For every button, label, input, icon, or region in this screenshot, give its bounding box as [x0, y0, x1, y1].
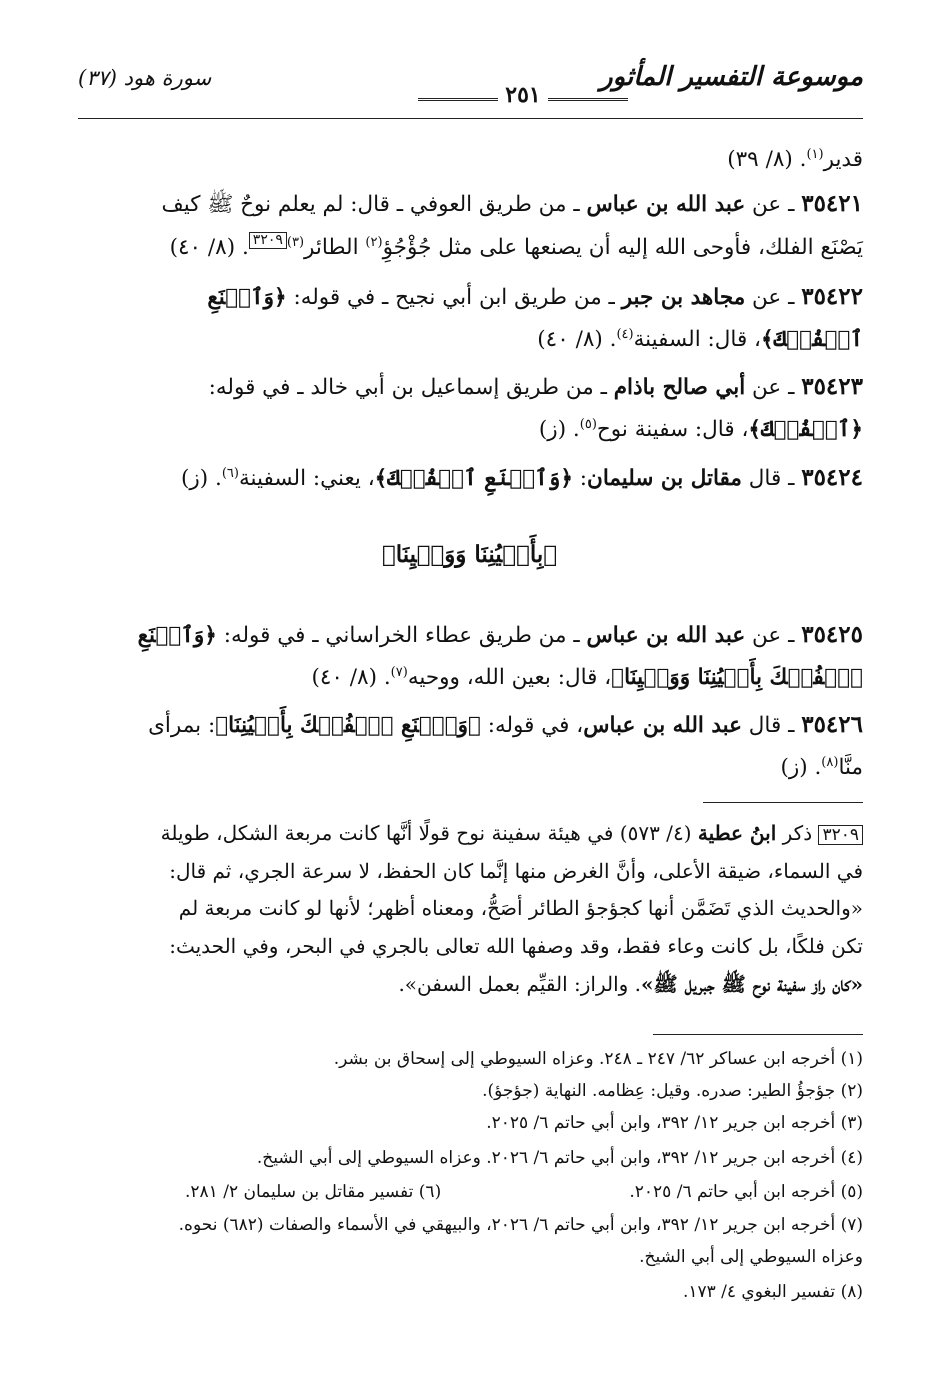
text-span: ذكر	[776, 821, 819, 845]
text-span: ـ عن	[745, 192, 802, 217]
text-span: (٤/ ٥٧٣) في هيئة سفينة نوح قولًا أنَّها كانت مربعة الشكل، طويلة	[160, 821, 698, 845]
page-number-ornament	[418, 82, 628, 112]
text-span: ـ من طريق ابن أبي نجيح ـ في قوله:	[286, 285, 622, 310]
note-line	[77, 818, 863, 848]
text-span: . (ز)	[538, 417, 580, 443]
quran-quote: ﴿وَٱصۡنَعِ ٱلۡفُلۡكَ بِأَعۡيُنِنَا﴾	[215, 713, 481, 738]
text-span: . والراز: القيِّم بعمل السفن».	[398, 972, 642, 996]
footnote-6: (٦) تفسير مقاتل بن سليمان ٢/ ٢٨١.	[185, 1182, 442, 1202]
book-title: موسوعة التفسير المأثور	[600, 62, 863, 92]
surah-name: سورة هود (٣٧)	[78, 66, 212, 90]
text-span: قدير	[823, 147, 863, 173]
text-span: ، قال: السفينة	[633, 327, 761, 353]
text-span: ـ قال	[741, 713, 802, 738]
body-line	[77, 459, 863, 494]
section-heading: ﴿بِأَعۡيُنِنَا وَوَحۡيِنَا﴾	[381, 541, 558, 568]
header-rule	[78, 118, 863, 119]
quran-quote: ﴿ٱلۡفُلۡكَ﴾	[748, 417, 863, 443]
report-number: ٣٥٤٢٦	[801, 711, 863, 738]
footnote-ref: (١)	[806, 147, 824, 162]
note-marker: ٣٢٠٩	[818, 825, 863, 845]
quran-quote: ﴿وَٱصۡنَعِ	[207, 285, 287, 310]
text-span: . (٨/ ٤٠)	[169, 235, 249, 261]
text-span: ـ من طريق عطاء الخراساني ـ في قوله:	[216, 623, 587, 648]
body-line	[77, 320, 863, 355]
quran-quote: ﴿وَٱصۡنَعِ ٱلۡفُلۡكَ﴾	[374, 466, 573, 492]
text-span: ـ عن	[745, 285, 802, 310]
text-span: ابنُ عطية	[697, 821, 777, 845]
text-span: مجاهد بن جبر	[621, 285, 746, 310]
report-number: ٣٥٤٢٤	[801, 464, 863, 492]
text-span: . (ز)	[181, 466, 222, 492]
text-span: . (٨/ ٤٠)	[537, 327, 617, 353]
body-line	[77, 189, 863, 220]
text-span: عبد الله بن عباس	[586, 623, 746, 648]
text-span: مقاتل بن سليمان	[587, 466, 742, 492]
text-span: ، في قوله:	[480, 713, 584, 738]
text-span: منَّا	[838, 755, 863, 781]
note-line	[77, 969, 863, 999]
body-line	[77, 748, 863, 783]
body-line	[77, 228, 863, 263]
text-span: تكن فلكًا، بل كانت وعاء فقط، وقد وصفها الله تعالى بالجري في البحر، وفي الحديث:	[169, 934, 863, 958]
footnote-ref: (٥)	[579, 417, 597, 432]
text-span: الطائر	[304, 235, 366, 261]
footnote-5: (٥) أخرجه ابن أبي حاتم ٦/ ٢٠٢٥.	[629, 1182, 863, 1202]
footnote-line: (٨) تفسير البغوي ٤/ ١٧٣.	[682, 1282, 863, 1302]
footnote-line: (٣) أخرجه ابن جرير ١٢/ ٣٩٢، وابن أبي حاتم ٦/ ٢٠٢٥.	[486, 1113, 863, 1133]
footnote-ref: (٣)	[286, 235, 305, 250]
text-span: «والحديث الذي تَضَمَّن أنها كجؤجؤ الطائر أصَحُّ، ومعناه أظهر؛ لأنها لو كانت مربعة لم	[178, 896, 863, 920]
page-number: ٢٥١	[499, 82, 546, 108]
note-line	[77, 931, 863, 961]
note-line	[77, 893, 863, 923]
report-number: ٣٥٤٢٣	[801, 373, 863, 400]
text-span: ، قال: سفينة نوح	[596, 417, 749, 443]
text-span: . (٨/ ٣٩)	[727, 147, 807, 173]
footnote-separator	[653, 1034, 863, 1035]
text-span: يَصْنَع الفلك، فأوحى الله إليه أن يصنعها على مثل جُؤْجُؤِ	[382, 235, 863, 261]
footnote-line: (٤) أخرجه ابن جرير ١٢/ ٣٩٢، وابن أبي حاتم ٦/ ٢٠٢٦. وعزاه السيوطي إلى أبي الشيخ.	[256, 1148, 863, 1168]
footnote-ref: (٧)	[390, 665, 408, 680]
text-span: . (٨/ ٤٠)	[311, 665, 391, 691]
ornament-right	[548, 98, 628, 101]
footnote-ref: (٢)	[365, 235, 383, 250]
note-separator	[703, 802, 863, 803]
quran-quote: ﴿وَٱصۡنَعِ	[137, 623, 217, 648]
text-span: ـ عن	[745, 375, 802, 400]
text-span: ، يعني: السفينة	[238, 466, 375, 492]
text-span: عبد الله بن عباس	[586, 192, 746, 217]
text-span: ـ عن	[745, 623, 802, 648]
body-line	[77, 620, 863, 651]
body-line	[77, 410, 863, 445]
note-marker: ٣٢٠٩	[249, 232, 287, 249]
body-line	[77, 710, 863, 741]
text-span: في السماء، ضيقة الأعلى، وأنَّ الغرض منها إنَّما كان الحفظ، لا سرعة الجري، ثم قال:	[169, 859, 863, 883]
page-header	[78, 52, 863, 112]
body-line	[77, 282, 863, 313]
text-span: «كان راز سفينة نوح ﷺ جبريل ﷺ»	[641, 972, 863, 996]
footnote-line: (٢) جؤجؤُ الطير: صدره. وقيل: عِظامه. النهاية (جؤجؤ).	[482, 1081, 863, 1101]
text-span: ـ من طريق العوفي ـ قال: لم يعلم نوحٌ ﷺ كيف	[161, 192, 587, 217]
body-line	[77, 372, 863, 403]
footnote-ref: (٨)	[821, 755, 839, 770]
text-span: ـ من طريق إسماعيل بن أبي خالد ـ في قوله:	[208, 375, 614, 400]
footnote-line: (٧) أخرجه ابن جرير ١٢/ ٣٩٢، وابن أبي حاتم ٦/ ٢٠٢٦، والبيهقي في الأسماء والصفات (٦٨٢) نحوه.	[178, 1215, 863, 1235]
note-line	[77, 856, 863, 886]
body-line	[77, 658, 863, 693]
footnote-ref: (٤)	[616, 327, 634, 342]
text-span: ـ قال	[741, 466, 802, 492]
body-line	[77, 140, 863, 175]
text-span: : بمرأى	[148, 713, 216, 738]
text-span: عبد الله بن عباس	[583, 713, 742, 738]
footnote-ref: (٦)	[221, 466, 239, 481]
text-span: ، قال: بعين الله، ووحيه	[407, 665, 612, 691]
text-span: أبي صالح باذام	[613, 375, 746, 400]
text-span: . (ز)	[780, 755, 822, 781]
report-number: ٣٥٤٢٥	[801, 621, 863, 648]
report-number: ٣٥٤٢١	[801, 190, 863, 217]
report-number: ٣٥٤٢٢	[801, 283, 863, 310]
quran-quote: ٱلۡفُلۡكَ﴾	[761, 327, 863, 353]
text-span: :	[572, 466, 588, 492]
footnote-line: (١) أخرجه ابن عساكر ٦٢/ ٢٤٧ ـ ٢٤٨. وعزاه السيوطي إلى إسحاق بن بشر.	[333, 1049, 863, 1069]
ornament-left	[418, 98, 498, 101]
footnote-line: وعزاه السيوطي إلى أبي الشيخ.	[639, 1247, 863, 1267]
quran-quote: ٱلۡفُلۡكَ بِأَعۡيُنِنَا وَوَحۡيِنَا﴾	[611, 665, 863, 691]
